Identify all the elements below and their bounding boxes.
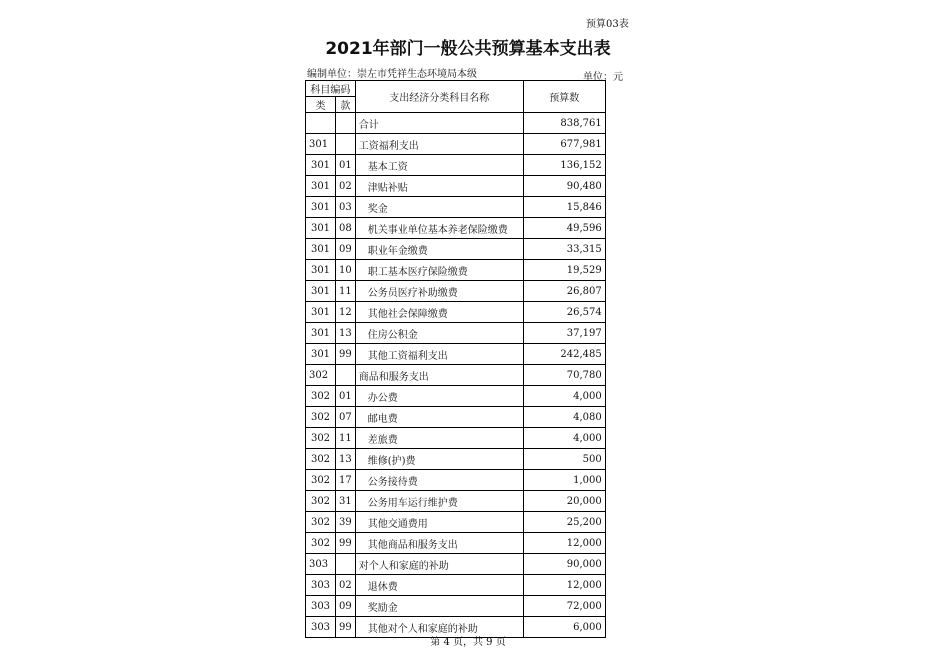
table-row bbox=[306, 218, 606, 239]
cell-item-code bbox=[336, 365, 356, 386]
cell-category-code: 302 bbox=[306, 491, 336, 512]
cell-item-code bbox=[336, 134, 356, 155]
header-amount: 预算数 bbox=[523, 81, 605, 113]
cell-item-code: 02 bbox=[336, 176, 356, 197]
cell-item-name: 其他交通费用 bbox=[355, 512, 523, 533]
cell-amount: 4,080 bbox=[523, 407, 605, 428]
table-row bbox=[306, 386, 606, 407]
table-row bbox=[306, 512, 606, 533]
cell-amount: 12,000 bbox=[523, 575, 605, 596]
cell-item-name: 住房公积金 bbox=[355, 323, 523, 344]
cell-item-code: 12 bbox=[336, 302, 356, 323]
cell-item-code bbox=[336, 554, 356, 575]
cell-category-code bbox=[306, 113, 336, 134]
cell-amount: 6,000 bbox=[523, 617, 605, 638]
cell-amount: 49,596 bbox=[523, 218, 605, 239]
table-row bbox=[306, 554, 606, 575]
cell-amount: 20,000 bbox=[523, 491, 605, 512]
cell-item-name: 机关事业单位基本养老保险缴费 bbox=[355, 218, 523, 239]
cell-category-code: 302 bbox=[306, 407, 336, 428]
cell-category-code: 301 bbox=[306, 239, 336, 260]
cell-item-name: 基本工资 bbox=[355, 155, 523, 176]
cell-category-code: 301 bbox=[306, 176, 336, 197]
cell-amount: 12,000 bbox=[523, 533, 605, 554]
cell-item-code: 10 bbox=[336, 260, 356, 281]
cell-item-code: 99 bbox=[336, 617, 356, 638]
table-row bbox=[306, 134, 606, 155]
table-row bbox=[306, 407, 606, 428]
cell-amount: 37,197 bbox=[523, 323, 605, 344]
cell-item-code: 11 bbox=[336, 428, 356, 449]
cell-item-name: 其他商品和服务支出 bbox=[355, 533, 523, 554]
cell-item-name: 公务员医疗补助缴费 bbox=[355, 281, 523, 302]
table-row bbox=[306, 533, 606, 554]
header-item-name: 支出经济分类科目名称 bbox=[355, 81, 523, 113]
cell-item-name: 退休费 bbox=[355, 575, 523, 596]
cell-item-name: 其他工资福利支出 bbox=[355, 344, 523, 365]
cell-category-code: 301 bbox=[306, 281, 336, 302]
cell-amount: 90,000 bbox=[523, 554, 605, 575]
table-number-label: 预算03表 bbox=[586, 19, 629, 30]
cell-item-name: 职业年金缴费 bbox=[355, 239, 523, 260]
table-row bbox=[306, 596, 606, 617]
table-row bbox=[306, 344, 606, 365]
cell-item-name: 津贴补贴 bbox=[355, 176, 523, 197]
cell-item-code: 13 bbox=[336, 449, 356, 470]
table-row bbox=[306, 239, 606, 260]
cell-item-name: 维修(护)费 bbox=[355, 449, 523, 470]
cell-item-code: 31 bbox=[336, 491, 356, 512]
cell-amount: 838,761 bbox=[523, 113, 605, 134]
table-row bbox=[306, 323, 606, 344]
cell-category-code: 302 bbox=[306, 449, 336, 470]
currency-unit: 单位：元 bbox=[583, 72, 623, 83]
cell-category-code: 302 bbox=[306, 386, 336, 407]
table-row bbox=[306, 260, 606, 281]
cell-item-name: 邮电费 bbox=[355, 407, 523, 428]
budget-table bbox=[305, 80, 606, 638]
cell-amount: 19,529 bbox=[523, 260, 605, 281]
table-row bbox=[306, 365, 606, 386]
cell-category-code: 301 bbox=[306, 134, 336, 155]
cell-amount: 15,846 bbox=[523, 197, 605, 218]
cell-category-code: 303 bbox=[306, 554, 336, 575]
cell-item-code: 03 bbox=[336, 197, 356, 218]
cell-item-code: 99 bbox=[336, 533, 356, 554]
cell-amount: 4,000 bbox=[523, 386, 605, 407]
table-row bbox=[306, 428, 606, 449]
table-row bbox=[306, 155, 606, 176]
cell-item-code bbox=[336, 113, 356, 134]
header-code-group: 科目编码 bbox=[306, 81, 356, 97]
cell-item-code: 13 bbox=[336, 323, 356, 344]
cell-category-code: 302 bbox=[306, 470, 336, 491]
cell-category-code: 303 bbox=[306, 596, 336, 617]
cell-amount: 90,480 bbox=[523, 176, 605, 197]
cell-category-code: 302 bbox=[306, 428, 336, 449]
cell-amount: 26,807 bbox=[523, 281, 605, 302]
cell-item-code: 09 bbox=[336, 596, 356, 617]
header-lei: 类 bbox=[306, 97, 336, 113]
cell-item-name: 公务接待费 bbox=[355, 470, 523, 491]
cell-amount: 136,152 bbox=[523, 155, 605, 176]
table-row bbox=[306, 197, 606, 218]
page-footer: 第 4 页，共 9 页 bbox=[430, 637, 506, 648]
cell-item-code: 99 bbox=[336, 344, 356, 365]
cell-item-name: 奖金 bbox=[355, 197, 523, 218]
cell-amount: 70,780 bbox=[523, 365, 605, 386]
cell-amount: 26,574 bbox=[523, 302, 605, 323]
table-row bbox=[306, 176, 606, 197]
cell-category-code: 301 bbox=[306, 218, 336, 239]
table-row bbox=[306, 302, 606, 323]
cell-category-code: 301 bbox=[306, 323, 336, 344]
cell-item-code: 02 bbox=[336, 575, 356, 596]
cell-amount: 677,981 bbox=[523, 134, 605, 155]
cell-category-code: 303 bbox=[306, 575, 336, 596]
cell-amount: 25,200 bbox=[523, 512, 605, 533]
cell-item-code: 01 bbox=[336, 155, 356, 176]
cell-item-name: 合计 bbox=[355, 113, 523, 134]
cell-item-code: 01 bbox=[336, 386, 356, 407]
cell-category-code: 302 bbox=[306, 533, 336, 554]
cell-item-name: 其他对个人和家庭的补助 bbox=[355, 617, 523, 638]
cell-item-name: 商品和服务支出 bbox=[355, 365, 523, 386]
cell-item-code: 08 bbox=[336, 218, 356, 239]
cell-item-code: 17 bbox=[336, 470, 356, 491]
cell-item-code: 07 bbox=[336, 407, 356, 428]
table-row bbox=[306, 491, 606, 512]
table-row bbox=[306, 281, 606, 302]
cell-item-name: 奖励金 bbox=[355, 596, 523, 617]
table-row bbox=[306, 113, 606, 134]
cell-item-code: 39 bbox=[336, 512, 356, 533]
cell-amount: 72,000 bbox=[523, 596, 605, 617]
table-row bbox=[306, 470, 606, 491]
cell-category-code: 302 bbox=[306, 365, 336, 386]
cell-item-name: 其他社会保障缴费 bbox=[355, 302, 523, 323]
cell-amount: 242,485 bbox=[523, 344, 605, 365]
cell-category-code: 301 bbox=[306, 302, 336, 323]
table-row bbox=[306, 575, 606, 596]
cell-category-code: 301 bbox=[306, 155, 336, 176]
cell-item-name: 公务用车运行维护费 bbox=[355, 491, 523, 512]
page-title: 2021年部门一般公共预算基本支出表 bbox=[325, 39, 611, 59]
cell-category-code: 303 bbox=[306, 617, 336, 638]
cell-category-code: 301 bbox=[306, 260, 336, 281]
cell-amount: 33,315 bbox=[523, 239, 605, 260]
compiling-unit: 编制单位：崇左市凭祥生态环境局本级 bbox=[307, 69, 477, 80]
cell-item-name: 对个人和家庭的补助 bbox=[355, 554, 523, 575]
cell-item-code: 11 bbox=[336, 281, 356, 302]
cell-item-name: 办公费 bbox=[355, 386, 523, 407]
cell-category-code: 302 bbox=[306, 512, 336, 533]
cell-item-code: 09 bbox=[336, 239, 356, 260]
cell-item-name: 职工基本医疗保险缴费 bbox=[355, 260, 523, 281]
cell-category-code: 301 bbox=[306, 197, 336, 218]
cell-category-code: 301 bbox=[306, 344, 336, 365]
table-row bbox=[306, 449, 606, 470]
cell-item-name: 工资福利支出 bbox=[355, 134, 523, 155]
header-kuan: 款 bbox=[336, 97, 356, 113]
cell-amount: 4,000 bbox=[523, 428, 605, 449]
cell-item-name: 差旅费 bbox=[355, 428, 523, 449]
cell-amount: 500 bbox=[523, 449, 605, 470]
cell-amount: 1,000 bbox=[523, 470, 605, 491]
